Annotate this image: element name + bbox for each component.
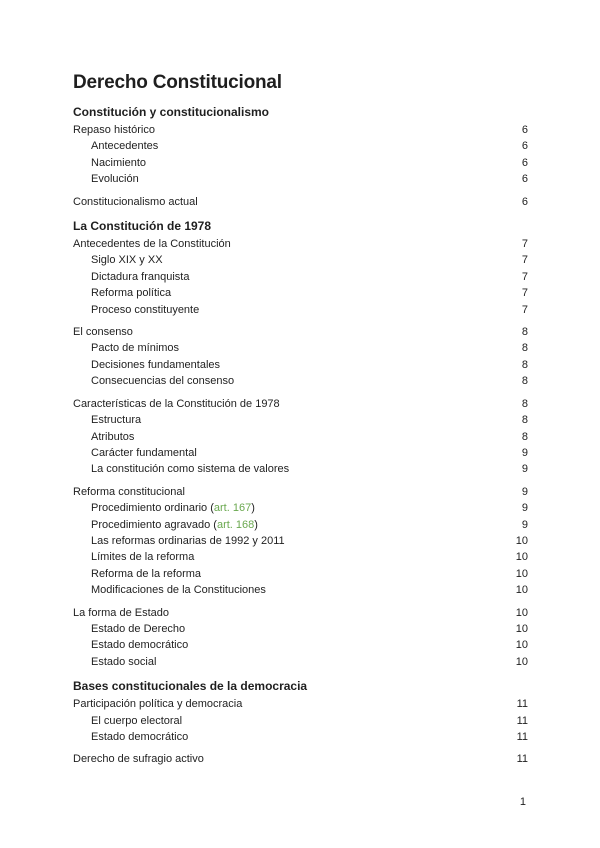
toc-page-number: 10 bbox=[515, 584, 528, 597]
toc-section-entry[interactable] bbox=[73, 751, 528, 767]
toc-subsection-entry[interactable] bbox=[73, 302, 528, 318]
toc-page-number: 6 bbox=[521, 140, 528, 153]
toc-subsection-label bbox=[73, 517, 258, 533]
toc-part-title[interactable]: La Constitución de 1978 bbox=[73, 219, 212, 234]
toc-section-entry[interactable] bbox=[73, 324, 528, 340]
toc-part-title[interactable]: Constitución y constitucionalismo bbox=[73, 105, 270, 119]
toc-subsection-label bbox=[73, 445, 197, 461]
toc-subsection-entry[interactable] bbox=[73, 637, 528, 653]
toc-page-number: 11 bbox=[516, 714, 528, 727]
toc-subsection-entry[interactable] bbox=[73, 171, 528, 187]
toc-page-number: 8 bbox=[521, 397, 528, 410]
toc-subsection-text: Carácter fundamental bbox=[91, 446, 197, 459]
toc-subsection-entry[interactable] bbox=[73, 621, 528, 637]
toc-part-title[interactable]: Bases constitucionales de la democracia bbox=[73, 679, 308, 694]
toc-section-entry[interactable] bbox=[73, 484, 528, 500]
article-link[interactable]: art. 168 bbox=[216, 518, 255, 531]
toc-page-number: 7 bbox=[521, 254, 528, 267]
document-title: Derecho Constitucional bbox=[73, 72, 282, 93]
toc-subsection-entry[interactable] bbox=[73, 412, 528, 428]
toc-page-number: 8 bbox=[521, 430, 528, 443]
toc-section-label: Características de la Constitución de 1978 bbox=[73, 397, 280, 410]
toc-subsection-text: Nacimiento bbox=[91, 156, 147, 169]
toc-page-number: 9 bbox=[521, 485, 528, 498]
toc-subsection-label bbox=[73, 461, 289, 477]
toc-section-label: Participación política y democracia bbox=[73, 698, 243, 711]
toc-subsection-text: Límites de la reforma bbox=[91, 551, 195, 564]
toc-subsection-entry[interactable] bbox=[73, 461, 528, 477]
toc-subsection-text: Las reformas ordinarias de 1992 y 2011 bbox=[91, 534, 285, 547]
toc-page-number: 10 bbox=[515, 606, 528, 619]
toc-subsection-label bbox=[73, 566, 201, 582]
toc-subsection-text: El cuerpo electoral bbox=[91, 714, 183, 727]
toc-page-number: 9 bbox=[521, 446, 528, 459]
toc-subsection-text: Estructura bbox=[91, 414, 142, 427]
toc-page-number: 7 bbox=[521, 303, 528, 316]
toc-subsection-label bbox=[73, 621, 185, 637]
toc-subsection-label bbox=[73, 713, 182, 729]
toc-subsection-label bbox=[73, 533, 285, 549]
toc-page-number: 6 bbox=[521, 195, 528, 208]
article-link[interactable]: art. 167 bbox=[213, 502, 252, 515]
toc-page-number: 10 bbox=[515, 534, 528, 547]
toc-subsection-text: Antecedentes bbox=[91, 140, 159, 153]
toc-section-entry[interactable] bbox=[73, 194, 528, 210]
toc-subsection-label bbox=[73, 269, 189, 285]
toc-subsection-text: Procedimiento ordinario ( bbox=[91, 502, 214, 515]
toc-page-number: 8 bbox=[521, 342, 528, 355]
toc-subsection-entry[interactable] bbox=[73, 533, 528, 549]
toc-page-number: 8 bbox=[521, 358, 528, 371]
toc-section-entry[interactable] bbox=[73, 396, 528, 412]
toc-subsection-text: Evolución bbox=[91, 173, 139, 186]
toc-page-number: 10 bbox=[515, 567, 528, 580]
toc-subsection-label bbox=[73, 155, 146, 171]
toc-subsection-text: Estado democrático bbox=[91, 639, 189, 652]
toc-subsection-label bbox=[73, 729, 188, 745]
toc-subsection-label bbox=[73, 171, 139, 187]
toc-page-number: 9 bbox=[521, 463, 528, 476]
toc-page-number: 11 bbox=[516, 731, 528, 743]
toc-subsection-label bbox=[73, 637, 188, 653]
toc-section-label: La forma de Estado bbox=[73, 606, 170, 619]
toc-page-number: 8 bbox=[521, 375, 528, 388]
toc-subsection-entry[interactable] bbox=[73, 445, 528, 461]
toc-subsection-entry[interactable] bbox=[73, 549, 528, 565]
toc-subsection-entry[interactable] bbox=[73, 517, 528, 533]
toc-subsection-text: Pacto de mínimos bbox=[91, 342, 180, 355]
toc-subsection-text: Estado social bbox=[91, 655, 157, 668]
toc-subsection-text: Siglo XIX y XX bbox=[91, 254, 163, 267]
toc-subsection-text: Consecuencias del consenso bbox=[91, 375, 235, 388]
toc-subsection-text: La constitución como sistema de valores bbox=[91, 463, 290, 476]
closing-paren: ) bbox=[254, 518, 258, 531]
toc-page-number: 6 bbox=[521, 124, 528, 136]
toc-subsection-entry[interactable] bbox=[73, 285, 528, 301]
table-of-contents bbox=[73, 104, 528, 768]
toc-subsection-label bbox=[73, 500, 255, 516]
toc-section-label: Antecedentes de la Constitución bbox=[73, 238, 231, 251]
toc-subsection-entry[interactable] bbox=[73, 373, 528, 389]
toc-section-label: Constitucionalismo actual bbox=[73, 195, 198, 208]
toc-section-entry[interactable] bbox=[73, 236, 528, 252]
toc-subsection-label bbox=[73, 138, 158, 154]
toc-page-number: 7 bbox=[521, 287, 528, 300]
toc-subsection-text: Proceso constituyente bbox=[91, 303, 200, 316]
toc-subsection-entry[interactable] bbox=[73, 500, 528, 516]
toc-subsection-label bbox=[73, 582, 266, 598]
toc-page-number: 9 bbox=[521, 518, 528, 531]
toc-subsection-label bbox=[73, 252, 163, 268]
toc-subsection-text: Procedimiento agravado ( bbox=[91, 518, 217, 531]
toc-subsection-entry[interactable] bbox=[73, 357, 528, 373]
toc-section-entry[interactable] bbox=[73, 696, 528, 712]
toc-subsection-entry[interactable] bbox=[73, 729, 528, 745]
toc-section-label: Reforma constitucional bbox=[73, 485, 185, 498]
toc-subsection-entry[interactable] bbox=[73, 155, 528, 171]
page-number: 1 bbox=[519, 796, 526, 808]
toc-subsection-text: Estado democrático bbox=[91, 731, 189, 743]
toc-subsection-entry[interactable] bbox=[73, 340, 528, 356]
toc-subsection-text: Estado de Derecho bbox=[91, 622, 186, 635]
toc-page-number: 8 bbox=[521, 326, 528, 339]
toc-subsection-label bbox=[73, 429, 134, 445]
toc-page-number: 7 bbox=[521, 238, 528, 251]
toc-page-number: 11 bbox=[516, 753, 528, 766]
toc-page-number: 10 bbox=[515, 551, 528, 564]
toc-page-number: 6 bbox=[521, 173, 528, 186]
toc-subsection-text: Modificaciones de la Constituciones bbox=[91, 584, 266, 597]
toc-subsection-entry[interactable] bbox=[73, 252, 528, 268]
toc-subsection-label bbox=[73, 412, 141, 428]
closing-paren: ) bbox=[251, 502, 255, 515]
document-page bbox=[73, 72, 528, 768]
toc-subsection-entry[interactable] bbox=[73, 429, 528, 445]
toc-page-number: 9 bbox=[521, 502, 528, 515]
toc-subsection-text: Reforma de la reforma bbox=[91, 567, 202, 580]
toc-section-entry[interactable] bbox=[73, 605, 528, 621]
toc-subsection-entry[interactable] bbox=[73, 654, 528, 670]
toc-subsection-label bbox=[73, 654, 156, 670]
toc-page-number: 10 bbox=[515, 622, 528, 635]
toc-subsection-entry[interactable] bbox=[73, 713, 528, 729]
toc-subsection-label bbox=[73, 357, 220, 373]
toc-section-entry[interactable] bbox=[73, 122, 528, 138]
toc-subsection-entry[interactable] bbox=[73, 566, 528, 582]
toc-page-number: 7 bbox=[521, 270, 528, 283]
toc-subsection-label bbox=[73, 285, 171, 301]
toc-subsection-label bbox=[73, 340, 179, 356]
toc-subsection-entry[interactable] bbox=[73, 269, 528, 285]
toc-page-number: 6 bbox=[521, 156, 528, 169]
toc-page-number: 10 bbox=[515, 639, 528, 652]
toc-subsection-text: Reforma política bbox=[91, 287, 172, 300]
toc-subsection-text: Atributos bbox=[91, 430, 135, 443]
toc-subsection-label bbox=[73, 302, 199, 318]
toc-subsection-text: Dictadura franquista bbox=[91, 270, 190, 283]
toc-subsection-label bbox=[73, 373, 234, 389]
toc-page-number: 8 bbox=[521, 414, 528, 427]
toc-subsection-entry[interactable] bbox=[73, 582, 528, 598]
toc-subsection-text: Decisiones fundamentales bbox=[91, 358, 221, 371]
toc-section-label: Repaso histórico bbox=[73, 124, 155, 136]
toc-page-number: 11 bbox=[516, 698, 528, 711]
toc-page-number: 10 bbox=[515, 655, 528, 668]
toc-section-label: Derecho de sufragio activo bbox=[73, 753, 204, 766]
toc-subsection-label bbox=[73, 549, 194, 565]
toc-section-label: El consenso bbox=[73, 326, 133, 339]
toc-subsection-entry[interactable] bbox=[73, 138, 528, 154]
